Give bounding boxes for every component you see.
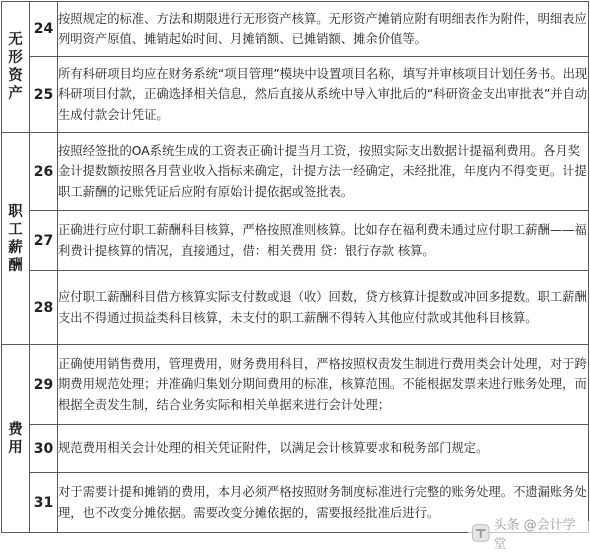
row-text: 所有科研项目均应在财务系统“项目管理”模块中设置项目名称，填写并审核项目计划任务书。出现科研项目付款，正确选择相关信息，然后直接从系统中导入审批后的“科研资金支出审批表”并自动生成付款会计凭证。 xyxy=(58,57,589,133)
table-row xyxy=(2,133,589,211)
table-row xyxy=(2,2,589,57)
category-label: 职工薪酬 xyxy=(8,203,23,274)
row-text: 按照经签批的OA系统生成的工资表正确计提当月工资，按照实际支出数据计提福利费用。各月奖金计提数额按照各月营业收入指标来确定，计提方法一经确定，未经批准，年度内不得变更。计提职工薪酬的记账凭证后应附有原始计提依据或签批表。 xyxy=(58,133,589,211)
row-number: 28 xyxy=(30,271,58,345)
row-number: 30 xyxy=(30,425,58,473)
watermark-text: 头条 @会计学堂 xyxy=(493,518,576,552)
row-text: 正确使用销售费用，管理费用，财务费用科目，严格按照权责发生制进行费用类会计处理，对于跨期费用规范处理；并准确归集划分期间费用的标准，核算范围。不能根据发票来进行账务处理，而根据全责发生制，结合业务实际和相关单据来进行会计处理； xyxy=(58,345,589,425)
row-number: 27 xyxy=(30,211,58,271)
row-number: 25 xyxy=(30,57,58,133)
category-cell-salary xyxy=(2,133,30,345)
row-text: 按照规定的标准、方法和期限进行无形资产核算。无形资产摊销应附有明细表作为附件，明细表应列明资产原值、摊销起始时间、月摊销额、已摊销额、摊余价值等。 xyxy=(58,2,589,57)
category-cell-expense xyxy=(2,345,30,533)
row-number: 24 xyxy=(30,2,58,57)
category-label: 费用 xyxy=(8,421,23,456)
toutiao-logo-icon xyxy=(472,524,490,542)
table-row xyxy=(2,211,589,271)
table-row xyxy=(2,271,589,345)
table-row xyxy=(2,345,589,425)
category-cell-intangible xyxy=(2,2,30,133)
row-number: 31 xyxy=(30,473,58,533)
row-text: 对于需要计提和摊销的费用，本月必须严格按照财务制度标准进行完整的账务处理。不遗漏账务处理，也不改变分摊依据。需要改变分摊依据的，需要报经批准后进行。 xyxy=(58,473,589,533)
accounting-rules-table xyxy=(1,1,589,533)
row-number: 26 xyxy=(30,133,58,211)
table-row xyxy=(2,57,589,133)
row-text: 正确进行应付职工薪酬科目核算，严格按照准则核算。比如存在福利费未通过应付职工薪酬——福利费计提核算的情况，直接通过，借：相关费用 贷：银行存款 核算。 xyxy=(58,211,589,271)
table-row xyxy=(2,425,589,473)
row-number: 29 xyxy=(30,345,58,425)
row-text: 应付职工薪酬科目借方核算实际支付数或退（收）回数，贷方核算计提数或冲回多提数。职工薪酬支出不得通过损益类科目核算，未支付的职工薪酬不得转入其他应付款或其他科目核算。 xyxy=(58,271,589,345)
category-label: 无形资产 xyxy=(8,32,23,102)
row-text: 规范费用相关会计处理的相关凭证附件，以满足会计核算要求和税务部门规定。 xyxy=(58,425,589,473)
watermark xyxy=(468,518,590,552)
